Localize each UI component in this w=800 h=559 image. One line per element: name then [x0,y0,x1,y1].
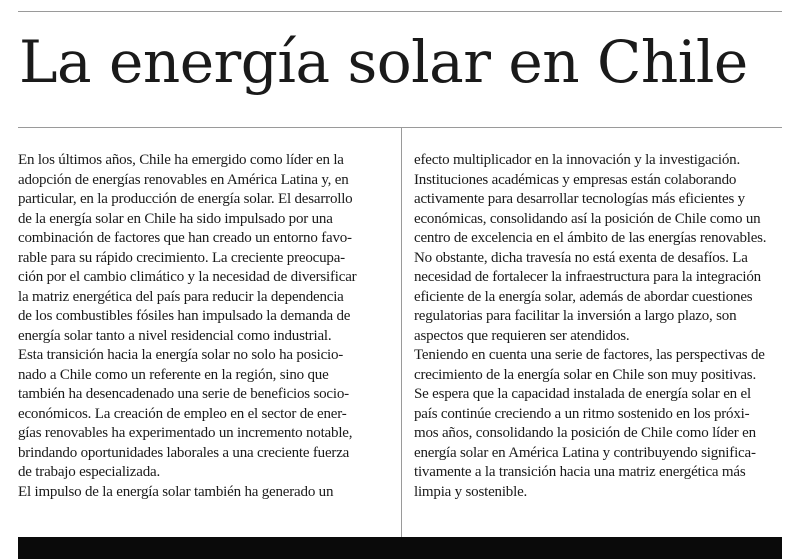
text-line: Se espera que la capacidad instalada de energía solar en el [414,386,751,402]
text-line: eficiente de la energía solar, además de abordar cuestiones [414,288,753,305]
text-line: Esta transición hacia la energía solar no solo ha posicio- [18,347,344,363]
text-line: económicas, consolidando así la posición de Chile como un [414,210,761,227]
text-line: Instituciones académicas y empresas están colaborando [414,171,737,188]
text-line: activamente para desarrollar tecnologías más eficientes y [414,191,745,207]
text-line: particular, en la producción de energía solar. El desarrollo [18,191,353,207]
text-line: gías renovables ha experimentado un incremento notable, [18,425,353,441]
article-title: La energía solar en Chile [19,28,748,96]
text-line: centro de excelencia en el ámbito de las energías renovables. [414,230,767,246]
text-line: rable para su rápido crecimiento. La creciente preocupa- [18,249,345,266]
text-line: necesidad de fortalecer la infraestructura para la integración [414,269,761,285]
text-line: aspectos que requieren ser atendidos. [414,327,630,344]
text-line: tivamente a la transición hacia una matriz energética más [414,464,746,480]
text-line: también ha desencadenado una serie de beneficios socio- [18,386,349,402]
text-line: de trabajo especializada. [18,464,160,480]
text-line: económicos. La creación de empleo en el sector de ener- [18,405,347,422]
bottom-bar [18,537,782,559]
paragraph-impulse [18,483,390,503]
paragraph-transition [18,346,390,483]
text-line: ción por el cambio climático y la necesidad de diversificar [18,269,357,285]
text-line: combinación de factores que han creado un entorno favo- [18,230,352,246]
text-line: efecto multiplicador en la innovación y la investigación. [414,152,740,168]
text-line: limpia y sostenible. [414,483,528,500]
title-divider [18,127,782,128]
text-line: de la energía solar en Chile ha sido impulsado por una [18,210,333,227]
text-line: mos años, consolidando la posición de Chile como líder en [414,425,756,441]
paragraph-impulse-continued [414,151,786,346]
text-line: energía solar en América Latina y contribuyendo significa- [414,444,756,461]
left-column [18,151,390,502]
paragraph-intro [18,151,390,346]
text-line: En los últimos años, Chile ha emergido como líder en la [18,152,344,168]
text-line: la matriz energética del país para reducir la dependencia [18,288,344,305]
text-line: crecimiento de la energía solar en Chile son muy positivas. [414,366,756,383]
text-line: adopción de energías renovables en América Latina y, en [18,171,349,188]
text-line: No obstante, dicha travesía no está exenta de desafíos. La [414,249,748,266]
text-line: nado a Chile como un referente en la región, sino que [18,366,329,383]
text-line: país continúe creciendo a un ritmo sostenido en los próxi- [414,405,750,422]
top-rule [18,11,782,12]
text-line: Teniendo en cuenta una serie de factores, las perspectivas de [414,347,765,363]
text-line: de los combustibles fósiles han impulsado la demanda de [18,308,351,324]
paragraph-outlook [414,346,786,502]
text-line: brindando oportunidades laborales a una creciente fuerza [18,444,350,461]
text-line: regulatorias para facilitar la inversión a largo plazo, son [414,308,737,324]
right-column [414,151,786,502]
text-line: energía solar tanto a nivel residencial como industrial. [18,327,332,344]
column-divider [401,127,402,537]
text-line: El impulso de la energía solar también ha generado un [18,483,334,500]
